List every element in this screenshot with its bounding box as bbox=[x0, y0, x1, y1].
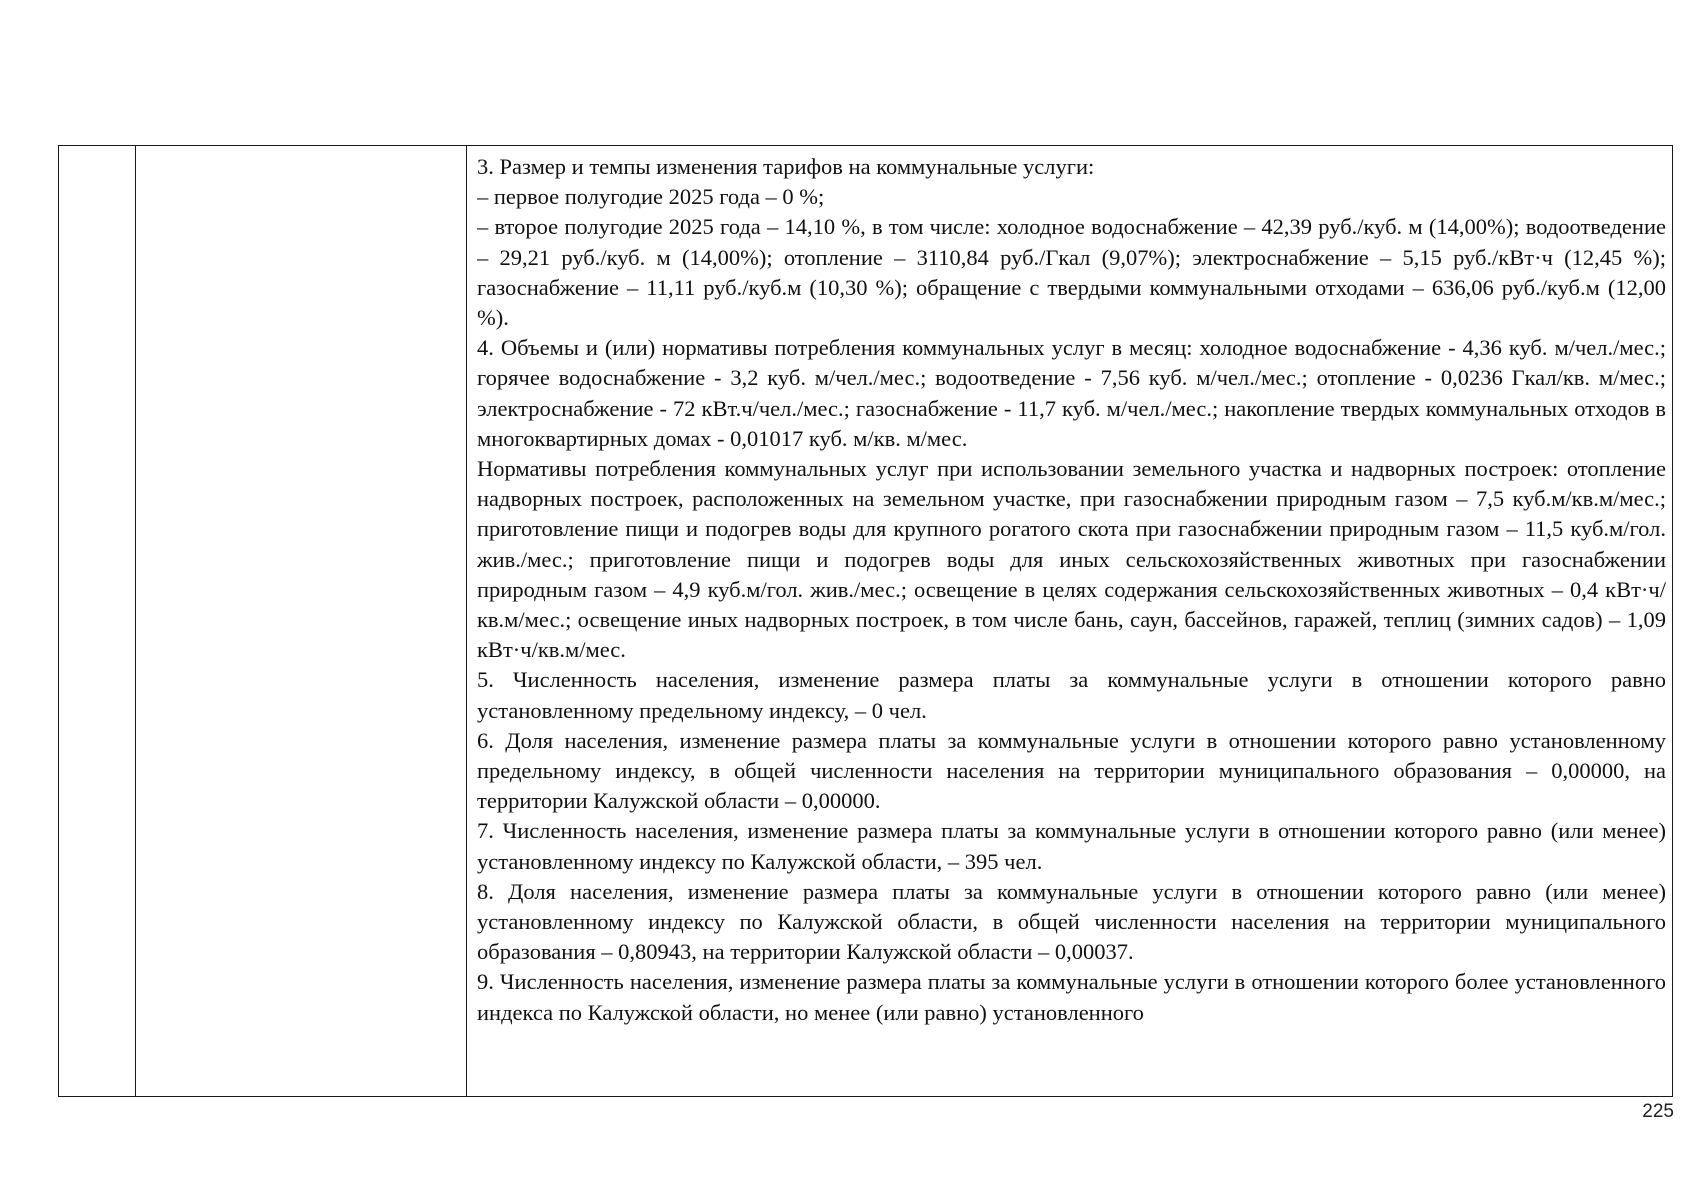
paragraph-item-7: 7. Численность населения, изменение размера платы за коммунальные услуги в отношении которого равно (или менее) установленному индексу по Калужской области, – 395 чел. bbox=[477, 818, 1666, 874]
paragraph-item-6: 6. Доля населения, изменение размера платы за коммунальные услуги в отношении которого равно установленному предельному индексу, в общей численности населения на территории муниципального образования – 0,00000, на территории Калужской области – 0,00000. bbox=[477, 727, 1666, 814]
paragraph-item-8: 8. Доля населения, изменение размера платы за коммунальные услуги в отношении которого равно (или менее) установленному индексу по Калужской области, в общей численности населения на территории муниципального образования – 0,80943, на территории Калужской области – 0,00037. bbox=[477, 878, 1666, 965]
paragraph-first-half: – первое полугодие 2025 года – 0 %; bbox=[477, 184, 825, 210]
table-row bbox=[59, 146, 1673, 1097]
paragraph-tariffs-heading: 3. Размер и темпы изменения тарифов на коммунальные услуги: bbox=[477, 154, 1095, 179]
cell-text bbox=[477, 152, 1666, 1096]
paragraph-item-9: 9. Численность населения, изменение размера платы за коммунальные услуги в отношении которого более установленного индекса по Калужской области, но менее (или равно) установленного bbox=[477, 969, 1666, 1025]
document-table bbox=[58, 145, 1673, 1097]
table-cell-content bbox=[467, 146, 1673, 1097]
page-number: 225 bbox=[1642, 1101, 1674, 1122]
table-cell-name bbox=[136, 146, 467, 1097]
paragraph-item-5: 5. Численность населения, изменение размера платы за коммунальные услуги в отношении которого равно установленному предельному индексу, – 0 чел. bbox=[477, 667, 1666, 723]
table-cell-number bbox=[59, 146, 136, 1097]
paragraph-land-plot-norms: Нормативы потребления коммунальных услуг при использовании земельного участка и надворных построек: отопление надворных построек, расположенных на земельном участке, при газоснабжении природным газом – 7,5 куб.м/кв.м/мес.; приготовление пищи и подогрев воды для крупного рогатого скота при газоснабжении природным газом – 11,5 куб.м/гол. жив./мес.; приготовление пищи и подогрев воды для иных сельскохозяйственных животных при газоснабжении природным газом – 4,9 куб.м/гол. жив./мес.; освещение в целях содержания сельскохозяйственных животных – 0,4 кВт·ч/кв.м/мес.; освещение иных надворных построек, в том числе бань, саун, бассейнов, гаражей, теплиц (зимних садов) – 1,09 кВт·ч/кв.м/мес. bbox=[477, 456, 1666, 663]
paragraph-consumption-norms: 4. Объемы и (или) нормативы потребления коммунальных услуг в месяц: холодное водоснабжение - 4,36 куб. м/чел./мес.; горячее водоснабжение - 3,2 куб. м/чел./мес.; водоотведение - 7,56 куб. м/чел./мес.; отопление - 0,0236 Гкал/кв. м/мес.; электроснабжение - 72 кВт.ч/чел./мес.; газоснабжение - 11,7 куб. м/чел./мес.; накопление твердых коммунальных отходов в многоквартирных домах - 0,01017 куб. м/кв. м/мес. bbox=[477, 335, 1666, 451]
paragraph-second-half: – второе полугодие 2025 года – 14,10 %, в том числе: холодное водоснабжение – 42,39 руб./куб. м (14,00%); водоотведение – 29,21 руб./куб. м (14,00%); отопление – 3110,84 руб./Гкал (9,07%); электроснабжение – 5,15 руб./кВт·ч (12,45 %); газоснабжение – 11,11 руб./куб.м (10,30 %); обращение с твердыми коммунальными отходами – 636,06 руб./куб.м (12,00 %). bbox=[477, 214, 1666, 331]
